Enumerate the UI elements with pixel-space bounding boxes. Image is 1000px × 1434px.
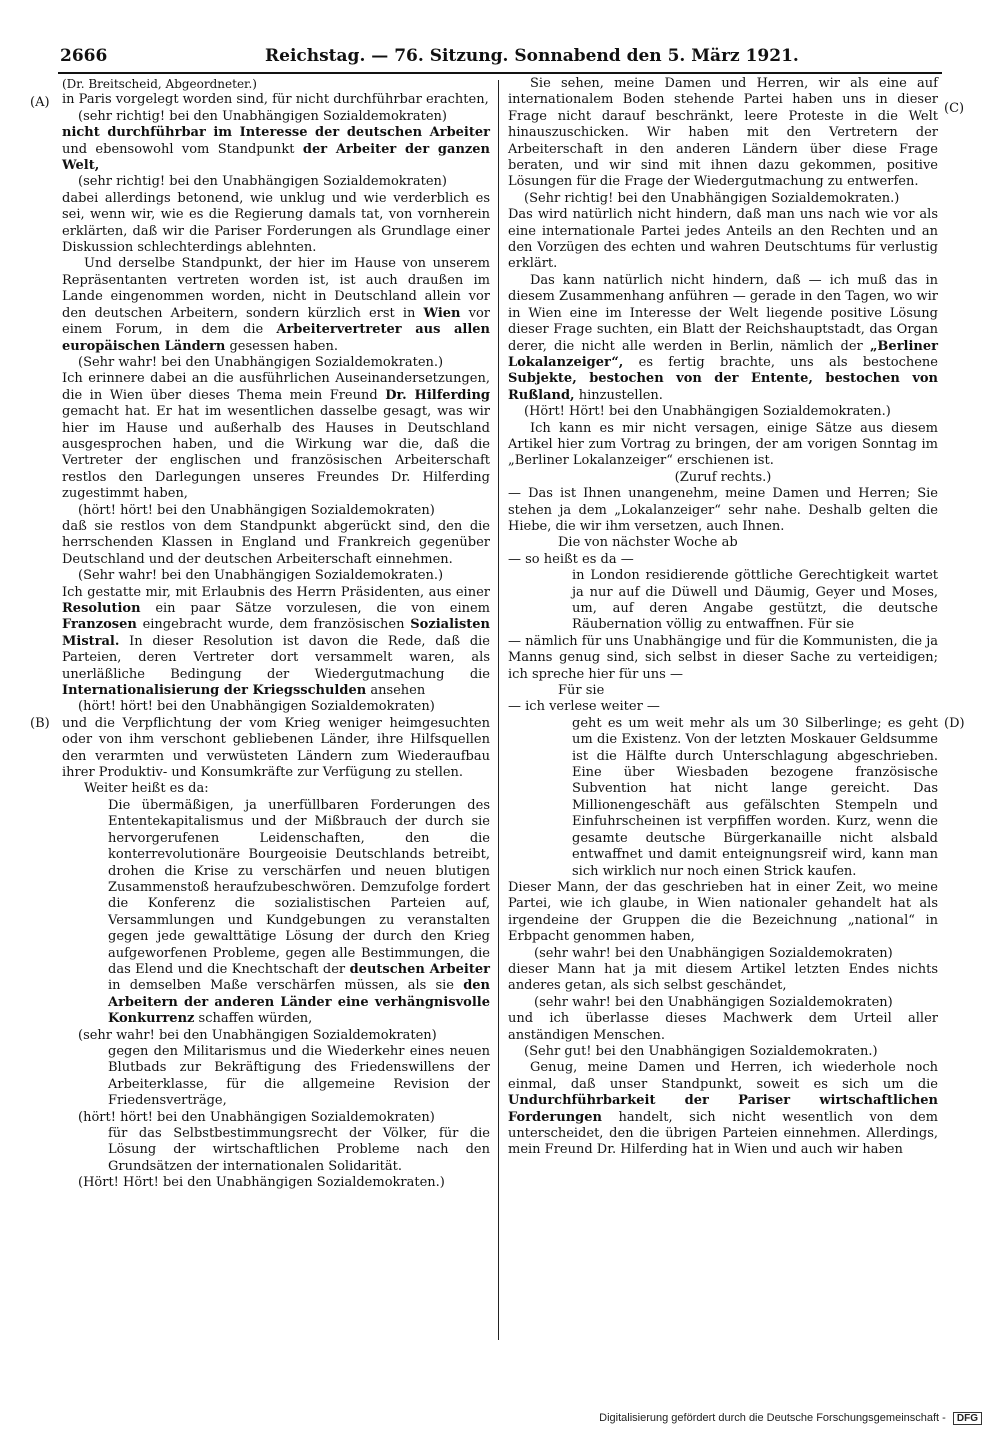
interjection: (Sehr wahr! bei den Unabhängigen Sozialdemokraten.) [78, 354, 444, 370]
paragraph: — nämlich für uns Unabhängige und für die Kommunisten, die ja Manns genug sind, sich selbst in dieser Sache zu verteidigen; ich spreche hier für uns — [508, 633, 938, 682]
column-divider [498, 80, 499, 1340]
interjection: (Sehr richtig! bei den Unabhängigen Sozialdemokraten.) [524, 190, 900, 206]
dfg-logo: DFG [953, 1412, 982, 1425]
interjection: (Hört! Hört! bei den Unabhängigen Sozialdemokraten.) [78, 1175, 445, 1191]
interjection: (hört! hört! bei den Unabhängigen Sozialdemokraten) [78, 1109, 435, 1125]
quotation: Die von nächster Woche ab [558, 535, 738, 551]
paragraph: Sie sehen, meine Damen und Herren, wir als eine auf internationalem Boden stehende Partei haben uns in dieser Frage nicht darauf beschränkt, leere Proteste in die Welt hinauszuschicken. Wir haben mit den Vertretern der Arbeiterschaft in den anderen Ländern über diese Frage beraten, und wir sind mit ihnen dazu gekommen, positive Lösungen für die Frage der Wiedergutmachung zu entwerfen. [508, 76, 938, 190]
paragraph: Das wird natürlich nicht hindern, daß man uns nach wie vor als eine internationale Partei jedes Anteils an den Rechten und an den Vorzügen des echten und wahren Deutschtums für verlustig erklärt. [508, 207, 938, 272]
right-column [508, 76, 938, 1159]
interjection: (hört! hört! bei den Unabhängigen Sozialdemokraten) [78, 502, 435, 518]
paragraph: Und derselbe Standpunkt, der hier im Hause von unserem Repräsentanten vertreten worden ist, ist auch draußen im Lande eingenommen worden, nicht in Deutschland allein vor den deutschen Arbeitern, sondern kürzlich erst in Wien vor einem Forum, in dem die Arbeitervertreter aus allen europäischen Ländern gesessen haben. [62, 256, 490, 354]
interjection: (sehr wahr! bei den Unabhängigen Sozialdemokraten) [534, 945, 893, 961]
interjection: (Hört! Hört! bei den Unabhängigen Sozialdemokraten.) [524, 404, 891, 420]
paragraph: daß sie restlos von dem Standpunkt abgerückt sind, den die herrschenden Klassen in England und Frankreich gegenüber Deutschland und der deutschen Arbeiterschaft einnehmen. [62, 518, 490, 567]
footer-text: Digitalisierung gefördert durch die Deutsche Forschungsgemeinschaft - [599, 1412, 946, 1424]
header-rule [58, 72, 942, 74]
interjection: (Sehr gut! bei den Unabhängigen Sozialdemokraten.) [524, 1043, 878, 1059]
paragraph: — Das ist Ihnen unangenehm, meine Damen und Herren; Sie stehen ja dem „Lokalanzeiger“ sehr nahe. Deshalb gelten die Hiebe, die wir ihm versetzen, auch Ihnen. [508, 486, 938, 534]
paragraph: und die Verpflichtung der vom Krieg weniger heimgesuchten oder von ihm verschont gebliebenen Länder, ihre Hilfsquellen den verarmten und verwüsteten Ländern zum Wiederaufbau ihrer Produktiv- und Konsumkräfte zur Verfügung zu stellen. [62, 715, 490, 781]
quotation: gegen den Militarismus und die Wiederkehr eines neuen Blutbads zur Bekräftigung des Friedenswillens der Arbeiterklasse, für die allgemeine Revision der Friedensverträge, [108, 1043, 490, 1109]
interjection: (Zuruf rechts.) [674, 469, 772, 485]
footer-credit [599, 1412, 982, 1425]
paragraph: nicht durchführbar im Interesse der deutschen Arbeiter und ebensowohl vom Standpunkt der Arbeiter der ganzen Welt, [62, 125, 490, 174]
margin-mark-b: (B) [30, 716, 50, 731]
margin-mark-c: (C) [944, 101, 965, 116]
interjection: (sehr wahr! bei den Unabhängigen Sozialdemokraten) [78, 1027, 437, 1043]
running-title: Reichstag. — 76. Sitzung. Sonnabend den 5. März 1921. [265, 46, 799, 66]
paragraph: Ich kann es mir nicht versagen, einige Sätze aus diesem Artikel hier zum Vortrag zu bringen, der am vorigen Sonntag im „Berliner Lokalanzeiger“ erschienen ist. [508, 420, 938, 469]
left-column [62, 76, 490, 1192]
paragraph: Ich gestatte mir, mit Erlaubnis des Herrn Präsidenten, aus einer Resolution ein paar Sätze vorzulesen, die von einem Franzosen eingebracht wurde, dem französischen Sozialisten Mistral. In dieser Resolution ist davon die Rede, daß die Parteien, deren Vertreter dort versammelt waren, als unerläßliche Bedingung der Wiedergutmachung die Internationalisierung der Kriegsschulden ansehen [62, 584, 490, 699]
paragraph: Dieser Mann, der das geschrieben hat in einer Zeit, wo meine Partei, wie ich glaube, in Wien nationaler gehandelt hat als irgendeine der Gruppen die die Bezeichnung „national“ in Erbpacht genommen haben, [508, 879, 938, 945]
interjection: (sehr wahr! bei den Unabhängigen Sozialdemokraten) [534, 994, 893, 1010]
page-header [60, 46, 940, 70]
paragraph: Weiter heißt es da: [84, 781, 209, 797]
quotation: Für sie [558, 683, 605, 699]
page-number: 2666 [60, 46, 108, 66]
quotation: in London residierende göttliche Gerechtigkeit wartet ja nur auf die Düwell und Däumig, Geyer und Moses, um, auf deren Angabe gestützt, die deutsche Räubernation völlig zu entwaffnen. Für sie [572, 568, 938, 633]
paragraph: — ich verlese weiter — [508, 699, 660, 715]
paragraph: Ich erinnere dabei an die ausführlichen Auseinandersetzungen, die in Wien über dieses Thema mein Freund Dr. Hilferding gemacht hat. Er hat im wesentlichen dasselbe gesagt, was wir hier im Hause und außerhalb des Hauses in Deutschland ausgesprochen haben, und die Wirkung war die, daß die Vertreter der englischen und französischen Arbeiterschaft restlos den Darlegungen unseres Freundes Dr. Hilferding zugestimmt haben, [62, 371, 490, 502]
paragraph: Das kann natürlich nicht hindern, daß — ich muß das in diesem Zusammenhang anführen — gerade in den Tagen, wo wir in Wien eine im Interesse der Welt liegende positive Lösung dieser Frage suchten, ein Blatt der Reichshauptstadt, das Organ derer, die nicht alle werden in Berlin, nämlich der „Berliner Lokalanzeiger“, es fertig brachte, uns als bestochene Subjekte, bestochen von der Entente, bestochen von Rußland, hinzustellen. [508, 272, 938, 403]
quotation: Die übermäßigen, ja unerfüllbaren Forderungen des Ententekapitalismus und der Mißbrauch der durch sie hervorgerufenen Leidenschaften, den die konterrevolutionäre Bourgeoisie Deutschlands betreibt, drohen die Krise zu verschärfen und neuen blutigen Zusammenstoß heraufzubeschwören. Demzufolge fordert die Konferenz die sozialistischen Parteien auf, Versammlungen und Kundgebungen zu veranstalten gegen jede gewalttätige Lösung der durch den Krieg aufgeworfenen Probleme, gegen alle Bestimmungen, die das Elend und die Knechtschaft der deutschen Arbeiter in demselben Maße verschärfen müssen, als sie den Arbeitern der anderen Länder eine verhängnisvolle Konkurrenz schaffen würden, [108, 797, 490, 1027]
quotation: geht es um weit mehr als um 30 Silberlinge; es geht um die Existenz. Von der letzten Moskauer Geldsumme ist die Hälfte durch Unterschlagung abgeschrieben. Eine über Wiesbaden bezogene französische Subvention hat nicht lange gereicht. Das Millionengeschäft aus gefälschten Stempeln und Einfuhrscheinen ist verpfiffen worden. Kurz, wenn die gesamte deutsche Bürgerkanaille nicht alsbald entwaffnet und damit enteignungsreif wird, kann man sich wirklich nur noch einen Strick kaufen. [572, 715, 938, 879]
interjection: (sehr richtig! bei den Unabhängigen Sozialdemokraten) [78, 108, 447, 124]
speaker-note: (Dr. Breitscheid, Abgeordneter.) [62, 77, 257, 91]
paragraph: in Paris vorgelegt worden sind, für nicht durchführbar erachten, [62, 92, 489, 108]
margin-mark-d: (D) [944, 716, 965, 731]
paragraph: dieser Mann hat ja mit diesem Artikel letzten Endes nichts anderes getan, als sich selbst geschändet, [508, 961, 938, 994]
interjection: (sehr richtig! bei den Unabhängigen Sozialdemokraten) [78, 174, 447, 190]
interjection: (Sehr wahr! bei den Unabhängigen Sozialdemokraten.) [78, 568, 444, 584]
quotation: für das Selbstbestimmungsrecht der Völker, für die Lösung der wirtschaftlichen Probleme nach den Grundsätzen der internationalen Solidarität. [108, 1126, 490, 1174]
interjection: (hört! hört! bei den Unabhängigen Sozialdemokraten) [78, 699, 435, 715]
paragraph: Genug, meine Damen und Herren, ich wiederhole noch einmal, daß unser Standpunkt, soweit es sich um die Undurchführbarkeit der Pariser wirtschaftlichen Forderungen handelt, sich nicht wesentlich von dem unterscheidet, den die übrigen Parteien einnehmen. Allerdings, mein Freund Dr. Hilferding hat in Wien und auch wir haben [508, 1060, 938, 1158]
paragraph: und ich überlasse dieses Machwerk dem Urteil aller anständigen Menschen. [508, 1011, 938, 1043]
paragraph: — so heißt es da — [508, 551, 634, 567]
paragraph: dabei allerdings betonend, wie unklug und wie verderblich es sei, wenn wir, wie es die Regierung damals tat, von vornherein erklärten, daß wir die Pariser Forderungen als Grundlage einer Diskussion schlechterdings ablehnten. [62, 190, 490, 256]
margin-mark-a: (A) [30, 95, 50, 110]
